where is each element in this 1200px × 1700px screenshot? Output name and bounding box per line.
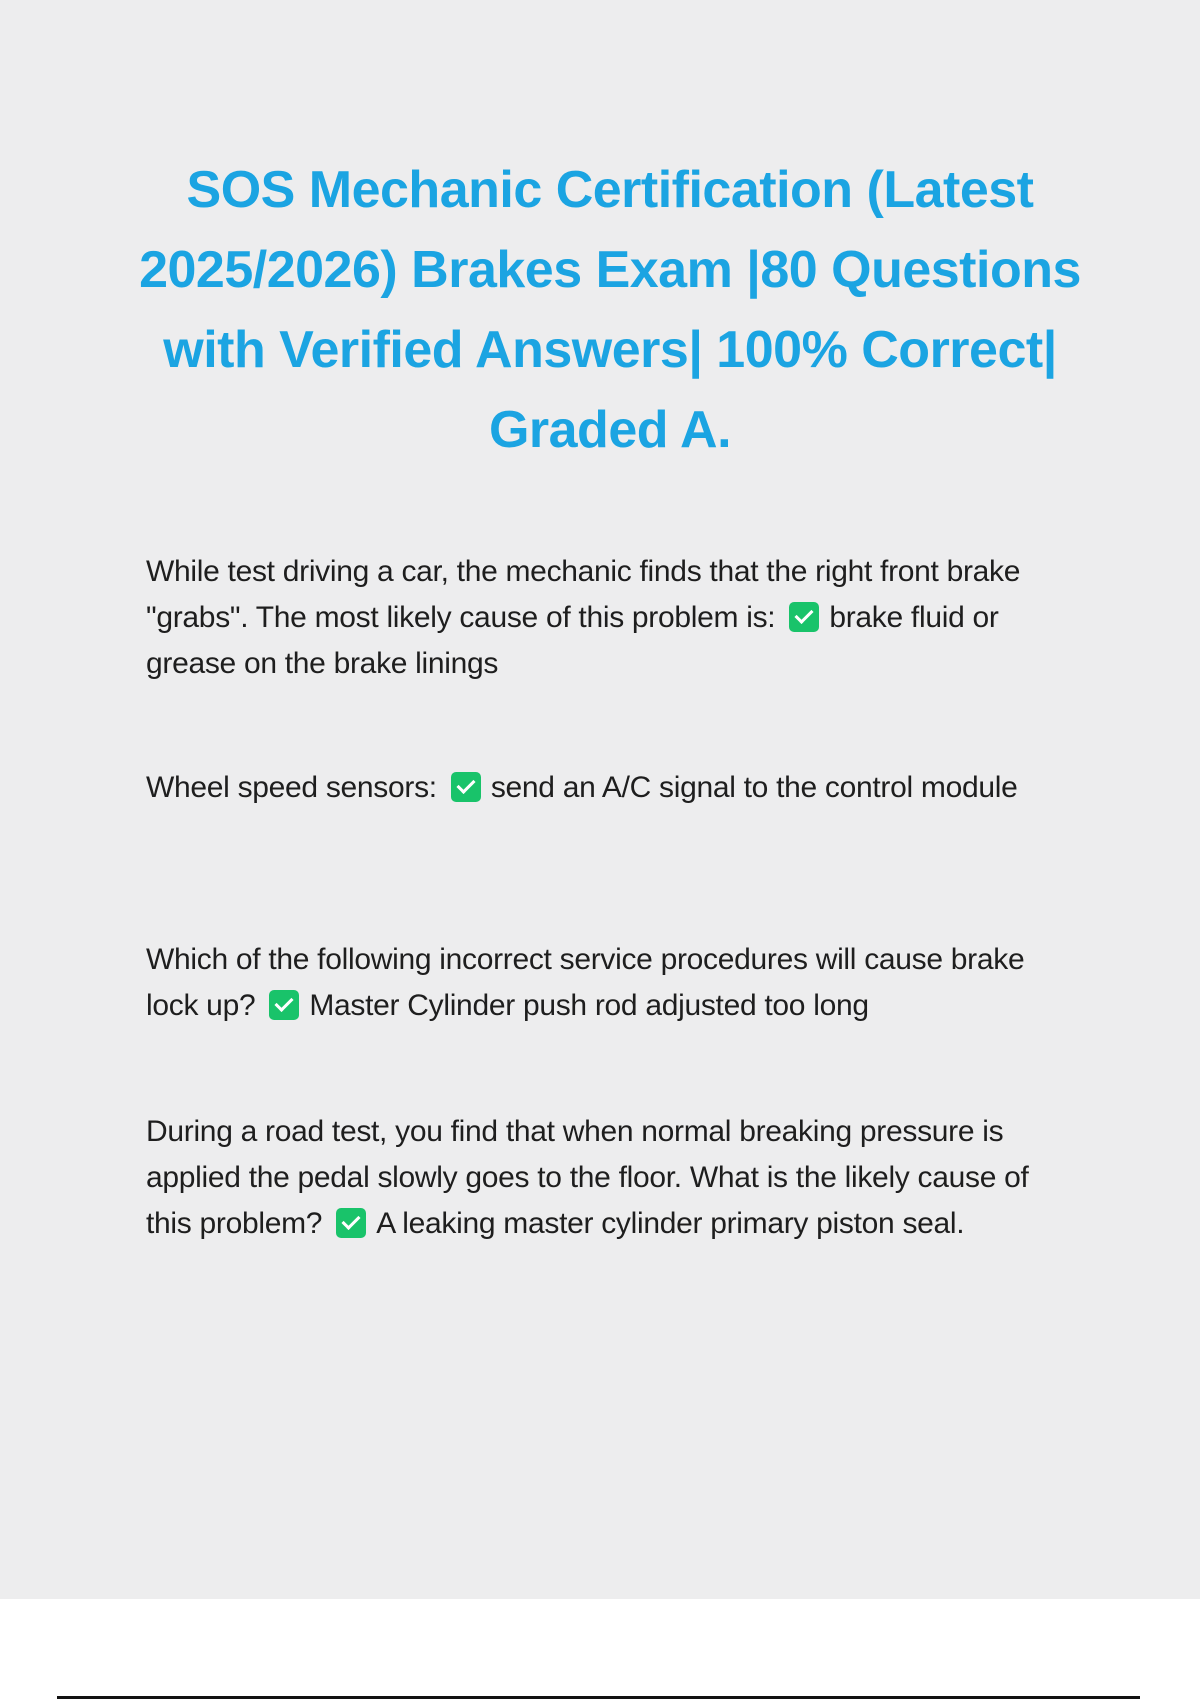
answer-text: brake fluid or grease on the brake linings — [146, 601, 999, 680]
qa-item — [146, 937, 1076, 1029]
answer-text: Master Cylinder push rod adjusted too long — [309, 989, 869, 1022]
check-mark-icon — [336, 1208, 366, 1238]
qa-item — [146, 549, 1076, 687]
qa-item — [146, 1109, 1076, 1247]
check-mark-icon — [789, 602, 819, 632]
answer-text: send an A/C signal to the control module — [490, 771, 1018, 804]
question-text: During a road test, you find that when normal breaking pressure is applied the pedal slowly goes to the floor. What is the likely cause of this problem? — [146, 1115, 1029, 1240]
check-mark-icon — [451, 772, 481, 802]
footer-divider — [57, 1696, 1140, 1699]
check-mark-icon — [269, 990, 299, 1020]
qa-item — [146, 765, 1076, 811]
question-text: Wheel speed sensors: — [146, 771, 437, 804]
question-text: While test driving a car, the mechanic finds that the right front brake "grabs". The most likely cause of this problem is: — [146, 555, 1021, 634]
answer-text: A leaking master cylinder primary piston seal. — [376, 1207, 965, 1240]
document-title: SOS Mechanic Certification (Latest 2025/2026) Brakes Exam |80 Questions with Verified Answers| 100% Correct| Graded A. — [139, 161, 1081, 459]
question-text: Which of the following incorrect service procedures will cause brake lock up? — [146, 943, 1025, 1022]
